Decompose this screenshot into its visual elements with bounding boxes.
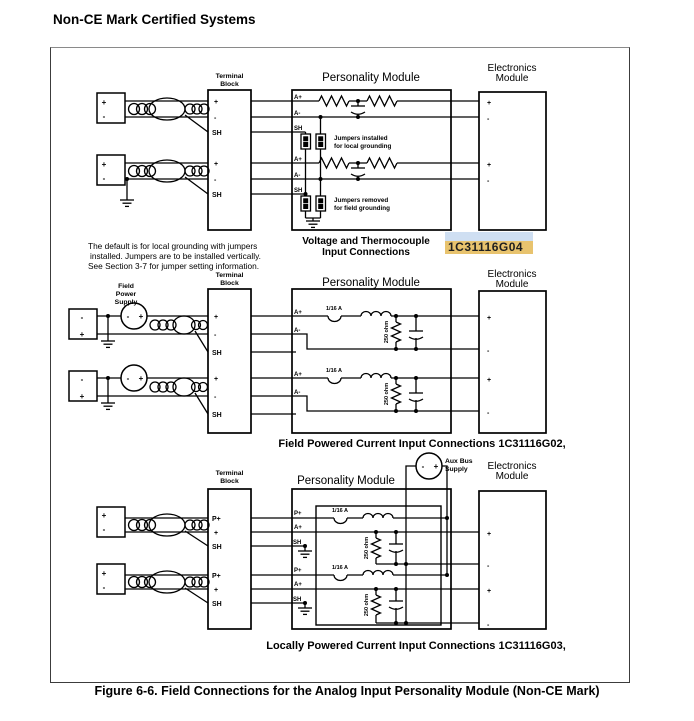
highlighted-part-number: 1C31116G04 — [448, 240, 524, 254]
sensor-plus-label: + — [101, 98, 107, 107]
supply-minus-label: - — [421, 462, 425, 471]
jumpers-installed-note: for local grounding — [334, 143, 392, 150]
junction-dot — [404, 562, 408, 566]
terminal-plus: + — [214, 161, 219, 168]
terminal-block-title: Block — [220, 81, 239, 88]
diagram-field-powered — [69, 269, 566, 450]
terminal-block-title: Terminal — [215, 272, 244, 279]
junction-dot — [394, 409, 398, 413]
section-heading: Non-CE Mark Certified Systems — [53, 12, 256, 27]
em-minus: - — [487, 410, 490, 417]
fuse-rating-label: 1/16 A — [325, 368, 343, 374]
electronics-module-box — [479, 491, 546, 629]
resistor-value-label: 250 ohm — [384, 382, 390, 406]
terminal-shield: SH — [212, 412, 222, 419]
terminal-plus: + — [214, 376, 219, 383]
pm-p-plus: P+ — [294, 511, 302, 517]
electronics-module-title: Electronics — [487, 269, 537, 280]
junction-dot — [394, 621, 398, 625]
supply-plus-label: + — [138, 374, 144, 383]
jumper-block — [316, 196, 326, 211]
fuse-rating-label: 1/16 A — [331, 565, 349, 571]
pm-a-plus: A+ — [294, 95, 302, 101]
pm-a-minus: A- — [294, 111, 301, 117]
junction-dot — [374, 587, 378, 591]
terminal-block-title: Block — [220, 280, 239, 287]
em-minus: - — [487, 178, 490, 185]
terminal-shield: SH — [212, 601, 222, 608]
pm-shield: SH — [294, 126, 303, 132]
em-plus: + — [487, 162, 492, 169]
terminal-plus: + — [214, 530, 219, 537]
resistor-value-label: 250 ohm — [384, 320, 390, 344]
junction-dot — [106, 314, 110, 318]
diagram-locally-powered — [97, 453, 566, 652]
personality-module-title: Personality Module — [297, 475, 395, 487]
transmitter-plus-label: + — [79, 330, 85, 339]
terminal-p-plus: P+ — [212, 573, 221, 580]
personality-module-title: Personality Module — [322, 277, 420, 289]
diagram-voltage-thermocouple — [97, 63, 546, 258]
transmitter-plus-label: + — [79, 392, 85, 401]
terminal-shield: SH — [212, 350, 222, 357]
terminal-minus: - — [214, 332, 217, 339]
diagram2-caption: Field Powered Current Input Connections 1C31116G02, — [278, 438, 566, 450]
terminal-block-title: Terminal — [215, 73, 244, 80]
diagram1-caption: Input Connections — [322, 247, 410, 258]
sensor-minus-label: - — [102, 174, 106, 183]
terminal-shield: SH — [212, 192, 222, 199]
resistor-value-label: 250 ohm — [364, 536, 370, 560]
junction-dot — [445, 573, 449, 577]
terminal-shield: SH — [212, 130, 222, 137]
transmitter-plus-label: + — [101, 569, 107, 578]
junction-dot — [304, 192, 308, 196]
em-plus: + — [487, 100, 492, 107]
electronics-module-box — [479, 92, 546, 230]
junction-dot — [374, 530, 378, 534]
pm-shield: SH — [293, 597, 302, 603]
pm-a-minus: A- — [294, 173, 301, 179]
junction-dot — [394, 562, 398, 566]
pm-a-minus: A- — [294, 328, 301, 334]
fuse-rating-label: 1/16 A — [325, 306, 343, 312]
field-wires — [125, 101, 208, 200]
transmitter-minus-label: - — [80, 313, 84, 322]
pm-p-plus: P+ — [294, 568, 302, 574]
electronics-module-title: Module — [495, 279, 529, 290]
default-grounding-note — [88, 241, 261, 271]
resistor-value-label: 250 ohm — [364, 593, 370, 617]
figure-frame — [50, 47, 630, 683]
terminal-block-title: Block — [220, 478, 239, 485]
pm-shield: SH — [293, 540, 302, 546]
junction-dot — [445, 516, 449, 520]
em-minus: - — [487, 563, 490, 570]
junction-dot — [303, 601, 307, 605]
field-power-supply-title: Power — [115, 291, 137, 298]
supply-plus-label: + — [433, 462, 439, 471]
note-line: installed. Jumpers are to be installed vertically. — [90, 251, 261, 261]
field-wires — [97, 316, 208, 414]
pm-a-plus: A+ — [294, 157, 302, 163]
terminal-plus: + — [214, 99, 219, 106]
em-plus: + — [487, 315, 492, 322]
junction-dot — [394, 376, 398, 380]
terminal-plus: + — [214, 314, 219, 321]
terminal-block-box — [208, 90, 251, 230]
field-power-supply-title: Supply — [114, 299, 138, 306]
transmitter-plus-label: + — [101, 511, 107, 520]
diagram3-caption: Locally Powered Current Input Connections 1C31116G03, — [266, 640, 566, 652]
junction-dot — [394, 587, 398, 591]
terminal-minus: - — [214, 177, 217, 184]
jumper-block — [301, 134, 311, 149]
electronics-module-title: Electronics — [487, 63, 537, 74]
em-minus: - — [487, 622, 490, 629]
terminal-block-title: Terminal — [215, 470, 244, 477]
figure-caption: Figure 6-6. Field Connections for the Analog Input Personality Module (Non-CE Mark) — [94, 684, 600, 698]
junction-dot — [414, 314, 418, 318]
note-line: The default is for local grounding with jumpers — [88, 241, 258, 251]
junction-dot — [404, 621, 408, 625]
aux-bus-supply-title: Aux Bus — [445, 458, 473, 465]
terminal-plus: + — [214, 587, 219, 594]
em-plus: + — [487, 531, 492, 538]
junction-dot — [356, 99, 360, 103]
diagram1-caption: Voltage and Thermocouple — [302, 236, 430, 247]
pm-a-plus: A+ — [294, 582, 302, 588]
field-wires — [125, 518, 208, 603]
personality-module-title: Personality Module — [322, 72, 420, 84]
twisted-pair-cable — [150, 316, 208, 334]
junction-dot — [394, 314, 398, 318]
junction-dot — [414, 409, 418, 413]
sensor-minus-label: - — [102, 112, 106, 121]
twisted-pair-cable — [129, 514, 210, 536]
junction-dot — [414, 376, 418, 380]
terminal-block-box — [208, 489, 251, 629]
field-power-supply-title: Field — [118, 283, 134, 290]
junction-dot — [356, 115, 360, 119]
junction-dot — [106, 376, 110, 380]
twisted-pair-cable — [150, 378, 208, 396]
junction-dot — [125, 177, 129, 181]
em-minus: - — [487, 348, 490, 355]
electronics-module-title: Electronics — [487, 461, 537, 472]
em-plus: + — [487, 377, 492, 384]
junction-dot — [356, 177, 360, 181]
jumpers-removed-note: for field grounding — [334, 205, 390, 212]
pm-a-plus: A+ — [294, 310, 302, 316]
junction-dot — [394, 347, 398, 351]
electronics-module-title: Module — [495, 471, 529, 482]
sensor-plus-label: + — [101, 160, 107, 169]
supply-minus-label: - — [126, 312, 130, 321]
junction-dot — [319, 177, 323, 181]
jumpers-installed-note: Jumpers installed — [334, 135, 388, 142]
terminal-minus: - — [214, 115, 217, 122]
em-plus: + — [487, 588, 492, 595]
fuse-rating-label: 1/16 A — [331, 508, 349, 514]
junction-dot — [356, 161, 360, 165]
electronics-module-title: Module — [495, 73, 529, 84]
jumper-block — [301, 196, 311, 211]
ground-symbol — [101, 403, 115, 409]
terminal-minus: - — [214, 394, 217, 401]
junction-dot — [394, 530, 398, 534]
junction-dot — [303, 544, 307, 548]
ground-symbol — [120, 200, 134, 206]
terminal-p-plus: P+ — [212, 516, 221, 523]
jumpers-removed-note: Jumpers removed — [334, 197, 389, 204]
supply-plus-label: + — [138, 312, 144, 321]
transmitter-minus-label: - — [102, 525, 106, 534]
terminal-shield: SH — [212, 544, 222, 551]
twisted-pair-cable — [129, 571, 210, 593]
supply-minus-label: - — [126, 374, 130, 383]
pm-a-minus: A- — [294, 390, 301, 396]
transmitter-minus-label: - — [102, 583, 106, 592]
aux-bus-supply-title: Supply — [445, 466, 468, 473]
junction-dot — [319, 115, 323, 119]
pm-a-plus: A+ — [294, 372, 302, 378]
transmitter-minus-label: - — [80, 375, 84, 384]
pm-a-plus: A+ — [294, 525, 302, 531]
em-minus: - — [487, 116, 490, 123]
schematic-canvas — [51, 48, 631, 684]
junction-dot — [414, 347, 418, 351]
jumper-block — [316, 134, 326, 149]
ground-symbol — [101, 341, 115, 347]
pm-shield: SH — [294, 188, 303, 194]
note-line: See Section 3-7 for jumper setting information. — [88, 261, 260, 271]
